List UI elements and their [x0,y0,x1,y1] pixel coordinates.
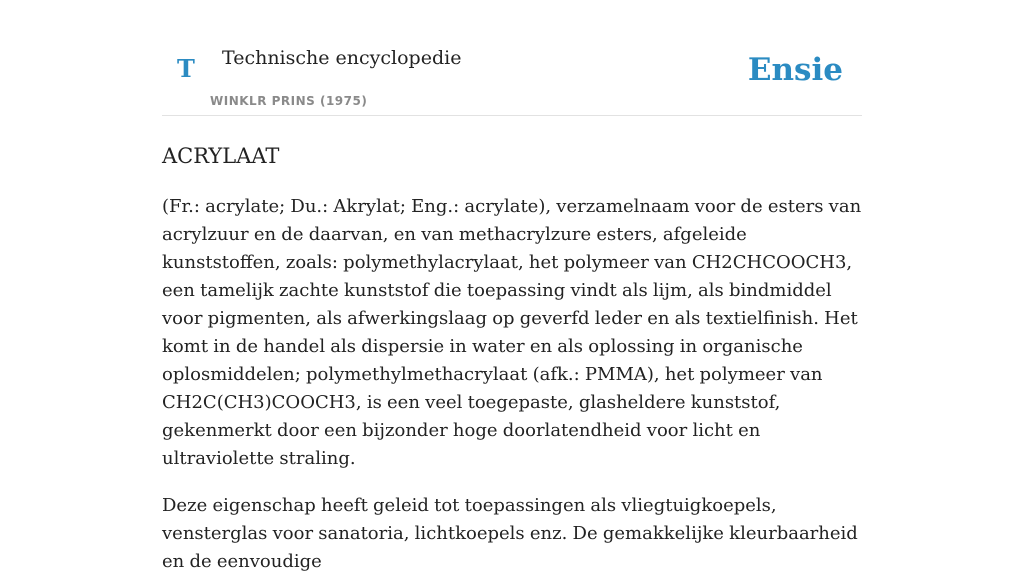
encyclopedia-title[interactable]: Technische encyclopedie [222,47,462,69]
page [162,0,862,572]
entry-body [162,193,862,576]
entry-title: ACRYLAAT [162,144,280,168]
encyclopedia-source: WINKLR PRINS (1975) [210,94,368,108]
entry-paragraph: (Fr.: acrylate; Du.: Akrylat; Eng.: acrylate), verzamelnaam voor de esters van acrylzuur en de daarvan, en van methacrylzure esters, afgeleide kunststoffen, zoals: polymethylacrylaat, het polymeer van CH2CHCOOCH3, een tamelijk zachte kunststof die toepassing vindt als lijm, als bindmiddel voor pigmenten, als afwerkingslaag op geverfd leder en als textielfinish. Het komt in de handel als dispersie in water en als oplossing in organische oplosmiddelen; polymethylmethacrylaat (afk.: PMMA), het polymeer van CH2C(CH3)COOCH3, is een veel toegepaste, glasheldere kunststof, gekenmerkt door een bijzonder hoge doorlatendheid voor licht en ultraviolette straling. [162,196,862,469]
category-logo[interactable]: T [177,54,195,83]
ensie-logo-link[interactable]: Ensie [747,52,843,88]
header [162,0,862,116]
entry-paragraph: Deze eigenschap heeft geleid tot toepassingen als vliegtuigkoepels, vensterglas voor sanatoria, lichtkoepels enz. De gemakkelijke kleurbaarheid en de eenvoudige [162,495,858,572]
